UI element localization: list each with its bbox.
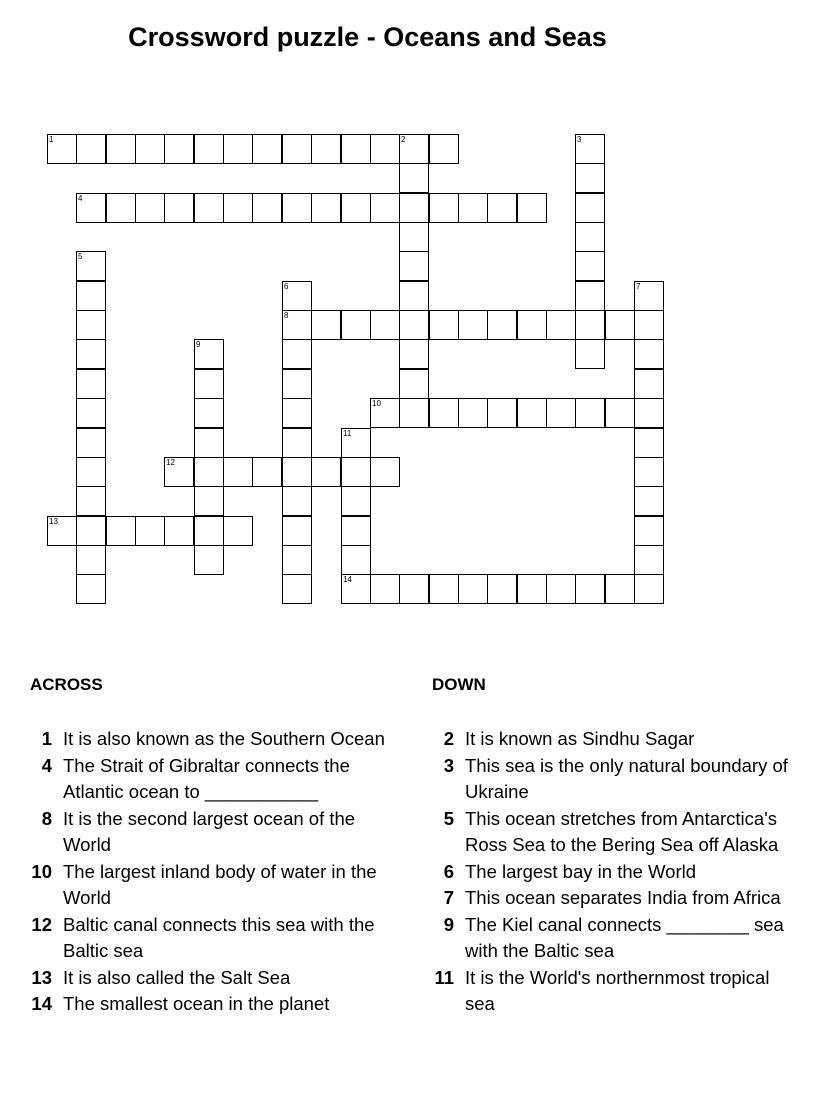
across-clue: [30, 753, 390, 806]
clue-text: It is the second largest ocean of the World: [63, 807, 356, 855]
grid-cell[interactable]: [282, 574, 312, 604]
grid-cell[interactable]: [76, 457, 106, 487]
grid-cell[interactable]: [605, 398, 635, 428]
across-clue: [30, 912, 390, 965]
down-clue: [432, 912, 794, 965]
grid-cell[interactable]: [194, 398, 224, 428]
across-clue-list: [30, 726, 390, 1018]
grid-cell[interactable]: [341, 310, 371, 340]
grid-cell[interactable]: [76, 369, 106, 399]
grid-cell[interactable]: [76, 398, 106, 428]
grid-cell[interactable]: [106, 516, 136, 546]
grid-cell[interactable]: [76, 193, 106, 223]
grid-cell[interactable]: [76, 486, 106, 516]
clue-text: The largest inland body of water in the World: [63, 860, 377, 908]
clue-text: It is known as Sindhu Sagar: [465, 728, 695, 749]
cell-number: 11: [343, 429, 352, 438]
across-clue: [30, 859, 390, 912]
clue-text: The largest bay in the World: [465, 860, 697, 882]
grid-cell[interactable]: [164, 134, 194, 164]
grid-cell[interactable]: [575, 222, 605, 252]
clue-number: 3: [443, 754, 454, 776]
grid-cell[interactable]: [194, 516, 224, 546]
grid-cell[interactable]: [252, 134, 282, 164]
grid-cell[interactable]: [370, 310, 400, 340]
down-heading: DOWN: [432, 675, 486, 694]
grid-cell[interactable]: [341, 428, 371, 458]
down-clue: [432, 726, 794, 753]
grid-cell[interactable]: [164, 457, 194, 487]
grid-cell[interactable]: [575, 193, 605, 223]
clue-text: It is the World's northernmost tropical sea: [465, 966, 770, 1014]
grid-cell[interactable]: [341, 457, 371, 487]
grid-cell[interactable]: [311, 457, 341, 487]
grid-cell[interactable]: [575, 134, 605, 164]
grid-cell[interactable]: [634, 516, 664, 546]
grid-cell[interactable]: [399, 222, 429, 252]
grid-cell[interactable]: [399, 574, 429, 604]
grid-cell[interactable]: [194, 428, 224, 458]
grid-cell[interactable]: [164, 516, 194, 546]
across-heading: ACROSS: [30, 675, 103, 694]
grid-cell[interactable]: [282, 281, 312, 311]
grid-cell[interactable]: [47, 516, 77, 546]
grid-cell[interactable]: [458, 310, 488, 340]
grid-cell[interactable]: [517, 310, 547, 340]
grid-cell[interactable]: [634, 339, 664, 369]
grid-cell[interactable]: [546, 574, 576, 604]
clue-number: 9: [443, 913, 454, 935]
clue-text: The smallest ocean in the planet: [63, 993, 330, 1014]
grid-cell[interactable]: [76, 339, 106, 369]
clue-text: This ocean separates India from Africa: [465, 887, 781, 908]
grid-cell[interactable]: [282, 339, 312, 369]
clue-text: Baltic canal connects this sea with the Baltic sea: [63, 913, 375, 961]
clue-number: 12: [31, 913, 52, 935]
grid-cell[interactable]: [634, 281, 664, 311]
grid-cell[interactable]: [341, 574, 371, 604]
clue-text: It is also known as the Southern Ocean: [63, 728, 385, 749]
grid-cell[interactable]: [282, 369, 312, 399]
grid-cell[interactable]: [487, 398, 517, 428]
grid-cell[interactable]: [575, 163, 605, 193]
clue-number: 8: [41, 807, 52, 829]
across-clue: [30, 726, 390, 753]
grid-cell[interactable]: [575, 310, 605, 340]
grid-cell[interactable]: [76, 310, 106, 340]
grid-cell[interactable]: [634, 457, 664, 487]
across-clue: [30, 991, 390, 1018]
clue-number: 13: [31, 966, 52, 988]
grid-cell[interactable]: [311, 134, 341, 164]
grid-cell[interactable]: [634, 486, 664, 516]
grid-cell[interactable]: [634, 398, 664, 428]
grid-cell[interactable]: [458, 193, 488, 223]
grid-cell[interactable]: [370, 574, 400, 604]
cell-number: 4: [78, 194, 83, 203]
grid-cell[interactable]: [399, 310, 429, 340]
grid-cell[interactable]: [341, 134, 371, 164]
grid-cell[interactable]: [135, 134, 165, 164]
grid-cell[interactable]: [106, 193, 136, 223]
grid-cell[interactable]: [76, 281, 106, 311]
grid-cell[interactable]: [546, 398, 576, 428]
grid-cell[interactable]: [223, 457, 253, 487]
grid-cell[interactable]: [634, 545, 664, 575]
grid-cell[interactable]: [487, 574, 517, 604]
grid-cell[interactable]: [605, 574, 635, 604]
clue-text: It is also called the Salt Sea: [63, 966, 291, 988]
cell-number: 5: [78, 252, 83, 261]
grid-cell[interactable]: [399, 163, 429, 193]
grid-cell[interactable]: [194, 545, 224, 575]
grid-cell[interactable]: [370, 457, 400, 487]
grid-cell[interactable]: [311, 193, 341, 223]
grid-cell[interactable]: [135, 516, 165, 546]
cell-number: 2: [401, 135, 406, 144]
clue-number: 10: [31, 860, 52, 882]
grid-cell[interactable]: [429, 398, 459, 428]
cell-number: 8: [284, 311, 289, 320]
grid-cell[interactable]: [194, 339, 224, 369]
grid-cell[interactable]: [458, 398, 488, 428]
grid-cell[interactable]: [575, 574, 605, 604]
cell-number: 6: [284, 282, 289, 291]
clue-number: 2: [443, 728, 454, 749]
grid-cell[interactable]: [634, 428, 664, 458]
grid-cell[interactable]: [605, 310, 635, 340]
grid-cell[interactable]: [106, 134, 136, 164]
cell-number: 3: [577, 135, 582, 144]
grid-cell[interactable]: [194, 369, 224, 399]
cell-number: 1: [49, 135, 54, 144]
grid-cell[interactable]: [370, 193, 400, 223]
clue-number: 1: [41, 728, 52, 749]
grid-cell[interactable]: [575, 251, 605, 281]
grid-cell[interactable]: [47, 134, 77, 164]
grid-cell[interactable]: [575, 339, 605, 369]
grid-cell[interactable]: [76, 516, 106, 546]
grid-cell[interactable]: [194, 193, 224, 223]
grid-cell[interactable]: [194, 486, 224, 516]
grid-cell[interactable]: [282, 428, 312, 458]
grid-cell[interactable]: [399, 369, 429, 399]
grid-cell[interactable]: [517, 398, 547, 428]
grid-cell[interactable]: [164, 193, 194, 223]
grid-cell[interactable]: [282, 545, 312, 575]
grid-cell[interactable]: [252, 193, 282, 223]
grid-cell[interactable]: [252, 457, 282, 487]
grid-cell[interactable]: [282, 193, 312, 223]
grid-cell[interactable]: [429, 193, 459, 223]
cell-number: 9: [196, 340, 201, 349]
grid-cell[interactable]: [370, 398, 400, 428]
grid-cell[interactable]: [399, 193, 429, 223]
across-clue: [30, 806, 390, 859]
grid-cell[interactable]: [282, 134, 312, 164]
grid-cell[interactable]: [135, 193, 165, 223]
grid-cell[interactable]: [399, 398, 429, 428]
grid-cell[interactable]: [634, 310, 664, 340]
grid-cell[interactable]: [223, 193, 253, 223]
clue-number: 14: [31, 993, 52, 1014]
grid-cell[interactable]: [76, 251, 106, 281]
grid-cell[interactable]: [282, 310, 312, 340]
grid-cell[interactable]: [341, 193, 371, 223]
grid-cell[interactable]: [487, 310, 517, 340]
grid-cell[interactable]: [429, 310, 459, 340]
grid-cell[interactable]: [370, 134, 400, 164]
clue-number: 6: [443, 860, 454, 882]
grid-cell[interactable]: [76, 574, 106, 604]
grid-cell[interactable]: [517, 574, 547, 604]
down-clue: [432, 859, 794, 886]
clue-text: This sea is the only natural boundary of Ukraine: [465, 754, 788, 802]
grid-cell[interactable]: [399, 251, 429, 281]
grid-cell[interactable]: [282, 398, 312, 428]
grid-cell[interactable]: [223, 134, 253, 164]
across-clue: [30, 965, 390, 992]
down-clue-list: [432, 726, 794, 1018]
clue-number: 4: [41, 754, 52, 776]
grid-cell[interactable]: [194, 134, 224, 164]
grid-cell[interactable]: [341, 545, 371, 575]
clue-text: This ocean stretches from Antarctica's Ross Sea to the Bering Sea off Alaska: [465, 807, 779, 855]
grid-cell[interactable]: [634, 369, 664, 399]
grid-cell[interactable]: [399, 339, 429, 369]
grid-cell[interactable]: [76, 428, 106, 458]
grid-cell[interactable]: [282, 486, 312, 516]
grid-cell[interactable]: [575, 398, 605, 428]
grid-cell[interactable]: [634, 574, 664, 604]
grid-cell[interactable]: [194, 457, 224, 487]
clue-text: The Kiel canal connects ________ sea with the Baltic sea: [465, 913, 784, 961]
grid-cell[interactable]: [341, 486, 371, 516]
clue-number: 5: [443, 807, 454, 829]
cell-number: 10: [372, 399, 381, 408]
grid-cell[interactable]: [399, 281, 429, 311]
clue-number: 11: [434, 966, 454, 988]
grid-cell[interactable]: [223, 516, 253, 546]
cell-number: 14: [343, 575, 352, 584]
grid-cell[interactable]: [341, 516, 371, 546]
grid-cell[interactable]: [429, 574, 459, 604]
cell-number: 12: [166, 458, 175, 467]
cell-number: 13: [49, 517, 58, 526]
cell-number: 7: [636, 282, 641, 291]
down-clue: [432, 806, 794, 859]
grid-cell[interactable]: [429, 134, 459, 164]
grid-cell[interactable]: [546, 310, 576, 340]
page-title: Crossword puzzle - Oceans and Seas: [128, 22, 607, 52]
grid-cell[interactable]: [458, 574, 488, 604]
grid-cell[interactable]: [487, 193, 517, 223]
down-clue: [432, 753, 794, 806]
down-clue: [432, 965, 794, 1018]
clue-text: The Strait of Gibraltar connects the Atlantic ocean to ___________: [63, 754, 350, 802]
grid-cell[interactable]: [311, 310, 341, 340]
clue-number: 7: [443, 887, 454, 908]
grid-cell[interactable]: [282, 457, 312, 487]
grid-cell[interactable]: [575, 281, 605, 311]
grid-cell[interactable]: [399, 134, 429, 164]
grid-cell[interactable]: [517, 193, 547, 223]
down-clue: [432, 885, 794, 912]
grid-cell[interactable]: [76, 545, 106, 575]
grid-cell[interactable]: [76, 134, 106, 164]
grid-cell[interactable]: [282, 516, 312, 546]
